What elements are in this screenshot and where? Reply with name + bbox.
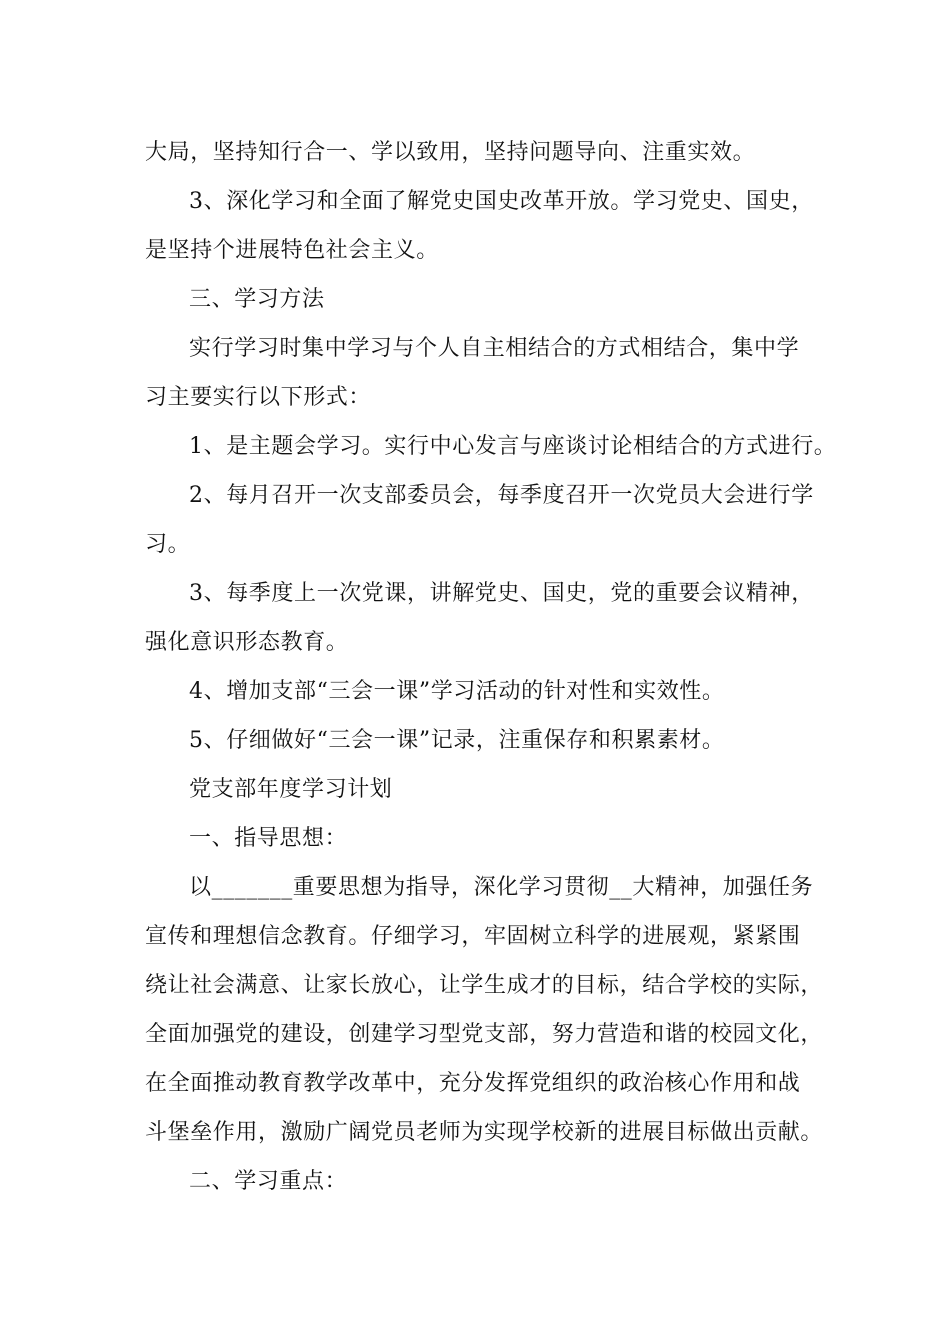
- text-line: 斗堡垒作用，激励广阔党员老师为实现学校新的进展目标做出贡献。: [145, 1120, 824, 1145]
- text-line: 大局，坚持知行合一、学以致用，坚持问题导向、注重实效。: [145, 140, 756, 165]
- list-item: 3、每季度上一次党课，讲解党史、国史，党的重要会议精神，: [189, 581, 814, 606]
- text-line: 绕让社会满意、让家长放心，让学生成才的目标，结合学校的实际，: [145, 973, 824, 998]
- list-item: 4、增加支部“三会一课”学习活动的针对性和实效性。: [189, 679, 725, 704]
- text-line: 强化意识形态教育。: [145, 630, 349, 655]
- text-line: 是坚持个进展特色社会主义。: [145, 238, 439, 263]
- text-line: 习。: [145, 532, 191, 557]
- text-line: 习主要实行以下形式：: [145, 385, 372, 410]
- document-body: [145, 128, 835, 1206]
- list-item: 1、是主题会学习。实行中心发言与座谈讨论相结合的方式进行。: [189, 434, 837, 459]
- list-item: 2、每月召开一次支部委员会，每季度召开一次党员大会进行学: [189, 483, 814, 508]
- text-line: 宣传和理想信念教育。仔细学习，牢固树立科学的进展观，紧紧围: [145, 924, 801, 949]
- section-heading: 一、指导思想：: [189, 826, 348, 851]
- document-title: 党支部年度学习计划: [189, 777, 393, 802]
- section-heading: 三、学习方法: [189, 287, 325, 312]
- text-line: 全面加强党的建设，创建学习型党支部，努力营造和谐的校园文化，: [145, 1022, 824, 1047]
- text-line: 以_______重要思想为指导，深化学习贯彻__大精神，加强任务: [189, 875, 814, 900]
- text-line: 3、深化学习和全面了解党史国史改革开放。学习党史、国史，: [189, 189, 814, 214]
- text-line: 实行学习时集中学习与个人自主相结合的方式相结合，集中学: [189, 336, 800, 361]
- list-item: 5、仔细做好“三会一课”记录，注重保存和积累素材。: [189, 728, 725, 753]
- section-heading: 二、学习重点：: [189, 1169, 348, 1194]
- text-line: 在全面推动教育教学改革中，充分发挥党组织的政治核心作用和战: [145, 1071, 801, 1096]
